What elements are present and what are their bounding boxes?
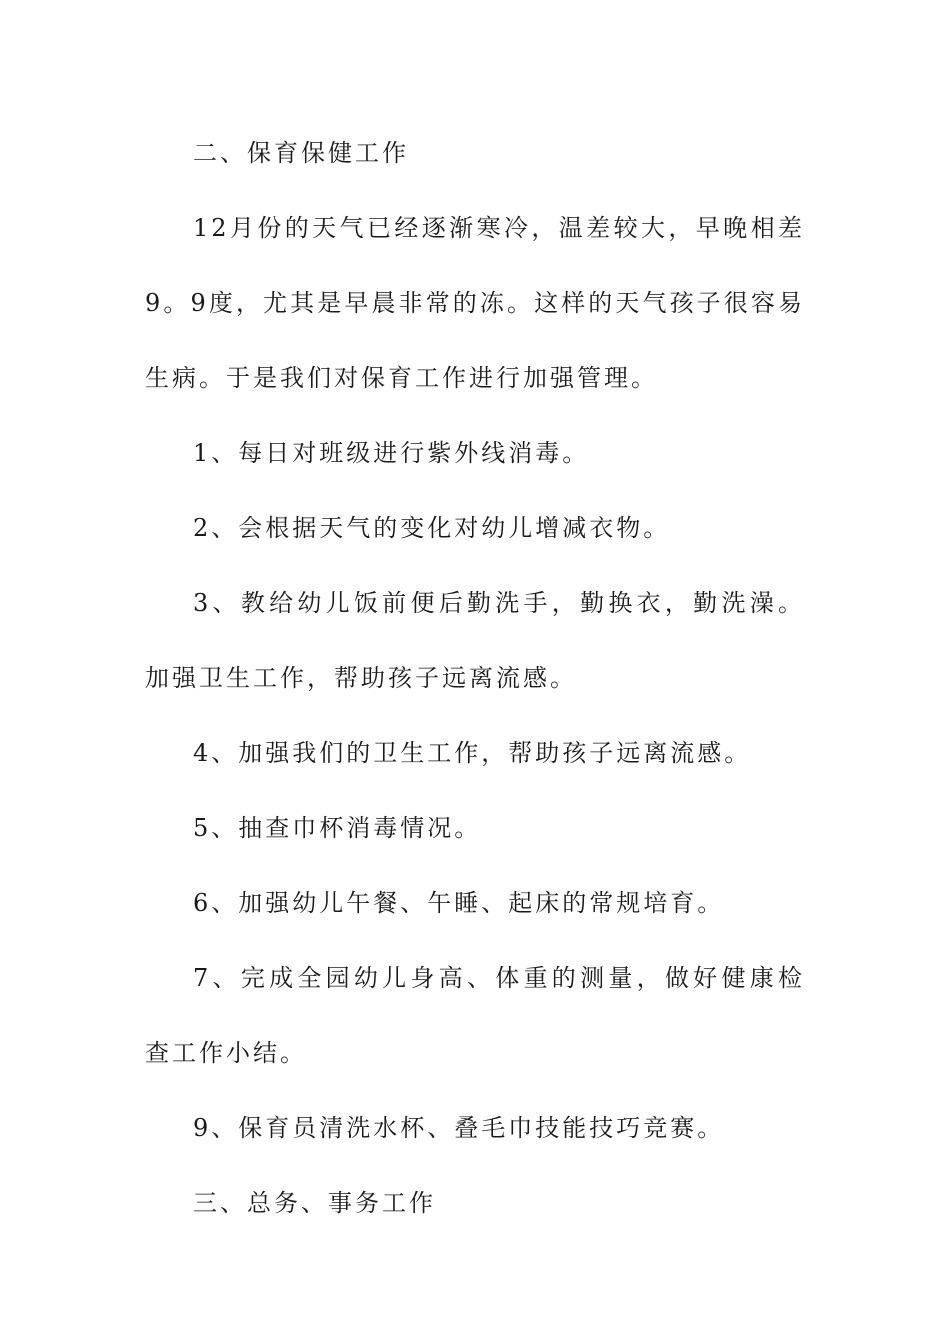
list-item-6: 6、加强幼儿午餐、午睡、起床的常规培育。 <box>193 889 725 917</box>
section-heading-childcare: 二、保育保健工作 <box>193 139 409 167</box>
list-item-3: 3、教给幼儿饭前便后勤洗手，勤换衣，勤洗澡。加强卫生工作，帮助孩子远离流感。 <box>145 589 805 692</box>
document-body <box>145 116 805 1241</box>
list-item-2: 2、会根据天气的变化对幼儿增减衣物。 <box>193 514 671 542</box>
paragraph-weather: 12月份的天气已经逐渐寒冷，温差较大，早晚相差9。9度，尤其是早晨非常的冻。这样的天气孩子很容易生病。于是我们对保育工作进行加强管理。 <box>145 214 805 392</box>
list-item-4: 4、加强我们的卫生工作，帮助孩子远离流感。 <box>193 739 752 767</box>
list-item-5: 5、抽查巾杯消毒情况。 <box>193 814 482 842</box>
list-item-7: 7、完成全园幼儿身高、体重的测量，做好健康检查工作小结。 <box>145 964 805 1067</box>
list-item-9: 9、保育员清洗水杯、叠毛巾技能技巧竞赛。 <box>193 1114 725 1142</box>
list-item-1: 1、每日对班级进行紫外线消毒。 <box>193 439 590 467</box>
section-heading-general-affairs: 三、总务、事务工作 <box>193 1189 436 1217</box>
